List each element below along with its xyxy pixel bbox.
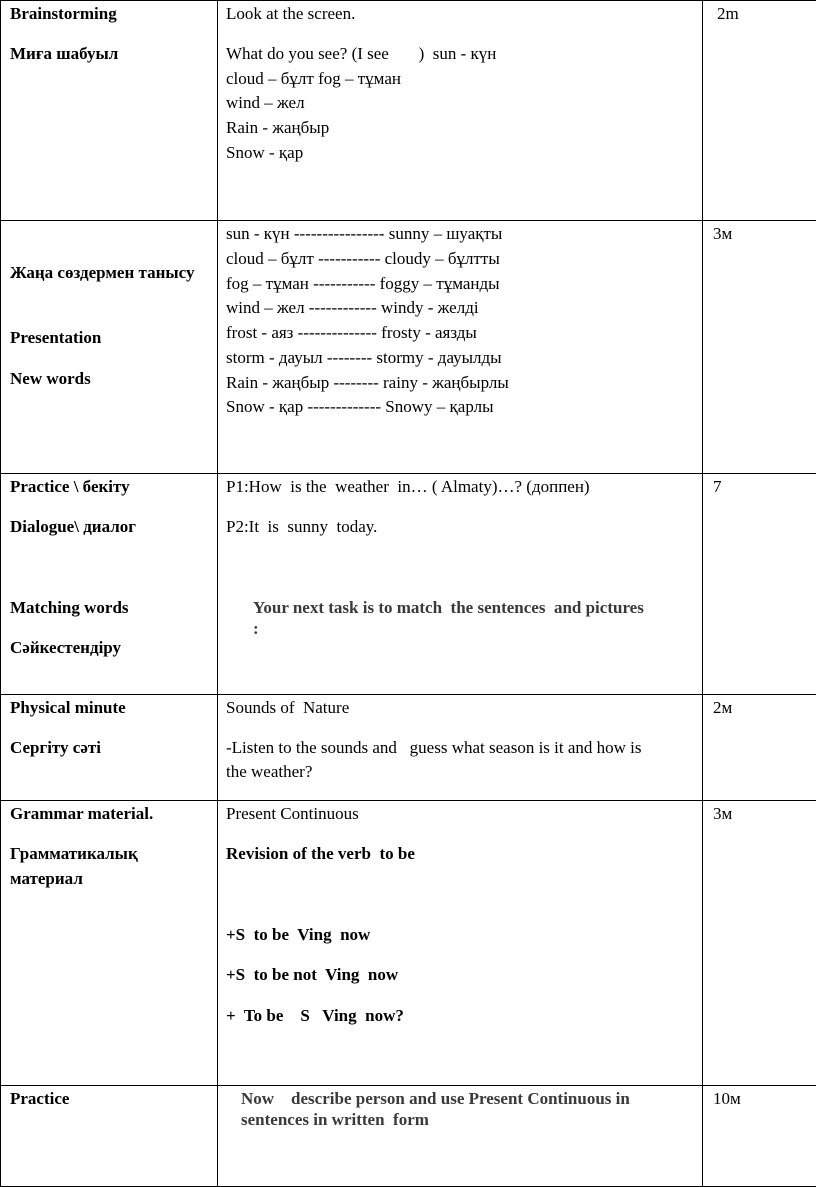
content-line: the weather? <box>226 762 313 781</box>
content-line: storm - дауыл -------- stormy - дауылды <box>226 348 502 367</box>
grammar-formula: + To be S Ving now? <box>226 1006 404 1025</box>
stage-subtitle: New words <box>10 369 91 388</box>
content-line: Snow - қар ------------- Snowy – қарлы <box>226 397 494 416</box>
content-line: sun - күн ---------------- sunny – шуақты <box>226 224 503 243</box>
stage-subtitle: Presentation <box>10 328 102 347</box>
time-value: 10м <box>713 1089 741 1108</box>
time-value: 3м <box>713 804 733 823</box>
stage-subtitle: Сәйкестендіру <box>10 638 122 657</box>
time-value: 3м <box>713 224 733 243</box>
content-line: Present Continuous <box>226 804 359 823</box>
stage-title: Grammar material. <box>10 804 154 823</box>
time-value: 2m <box>717 4 739 23</box>
stage-title: Physical minute <box>10 698 126 717</box>
stage-title: Practice \ бекіту <box>10 477 130 496</box>
content-line: frost - аяз -------------- frosty - аязды <box>226 323 477 342</box>
stage-subtitle: материал <box>10 869 83 888</box>
stage-subtitle: Matching words <box>10 598 129 617</box>
table-row <box>1 695 816 801</box>
stage-subtitle: Миға шабуыл <box>10 44 119 63</box>
stage-subtitle: Dialogue\ диалог <box>10 517 136 536</box>
table-row <box>1 801 816 1086</box>
content-line: cloud – бұлт fog – тұман <box>226 69 401 88</box>
task-instruction: sentences in written form <box>241 1110 429 1129</box>
content-line: What do you see? (I see ) sun - күн <box>226 44 497 63</box>
time-value: 2м <box>713 698 733 717</box>
content-line: fog – тұман ----------- foggy – тұманды <box>226 274 500 293</box>
content-line: P2:It is sunny today. <box>226 517 378 536</box>
content-line: Sounds of Nature <box>226 698 350 717</box>
content-line: Rain - жаңбыр <box>226 118 330 137</box>
content-line: -Listen to the sounds and guess what season is it and how is <box>226 738 642 757</box>
grammar-formula: +S to be Ving now <box>226 925 371 944</box>
time-value: 7 <box>713 477 722 496</box>
table-row <box>1 221 816 474</box>
table-row <box>1 474 816 695</box>
content-line: Snow - қар <box>226 143 304 162</box>
stage-title: Brainstorming <box>10 4 117 23</box>
content-line: P1:How is the weather in… ( Almaty)…? (доппен) <box>226 477 590 496</box>
content-line: wind – жел <box>226 93 305 112</box>
grammar-heading: Revision of the verb to be <box>226 844 415 863</box>
stage-subtitle: Сергіту сәті <box>10 738 101 757</box>
task-instruction: Your next task is to match the sentences and pictures <box>253 598 644 617</box>
content-line: wind – жел ------------ windy - желді <box>226 298 479 317</box>
stage-title: Жаңа сөздермен танысу <box>10 263 195 282</box>
task-instruction: Now describe person and use Present Continuous in <box>241 1089 630 1108</box>
table-row <box>1 1 816 221</box>
task-instruction: : <box>253 619 259 638</box>
content-line: Look at the screen. <box>226 4 356 23</box>
grammar-formula: +S to be not Ving now <box>226 965 399 984</box>
content-line: cloud – бұлт ----------- cloudy – бұлтты <box>226 249 500 268</box>
stage-subtitle: Грамматикалық <box>10 844 138 863</box>
stage-title: Practice <box>10 1089 70 1108</box>
table-row <box>1 1086 816 1187</box>
content-line: Rain - жаңбыр -------- rainy - жаңбырлы <box>226 373 509 392</box>
